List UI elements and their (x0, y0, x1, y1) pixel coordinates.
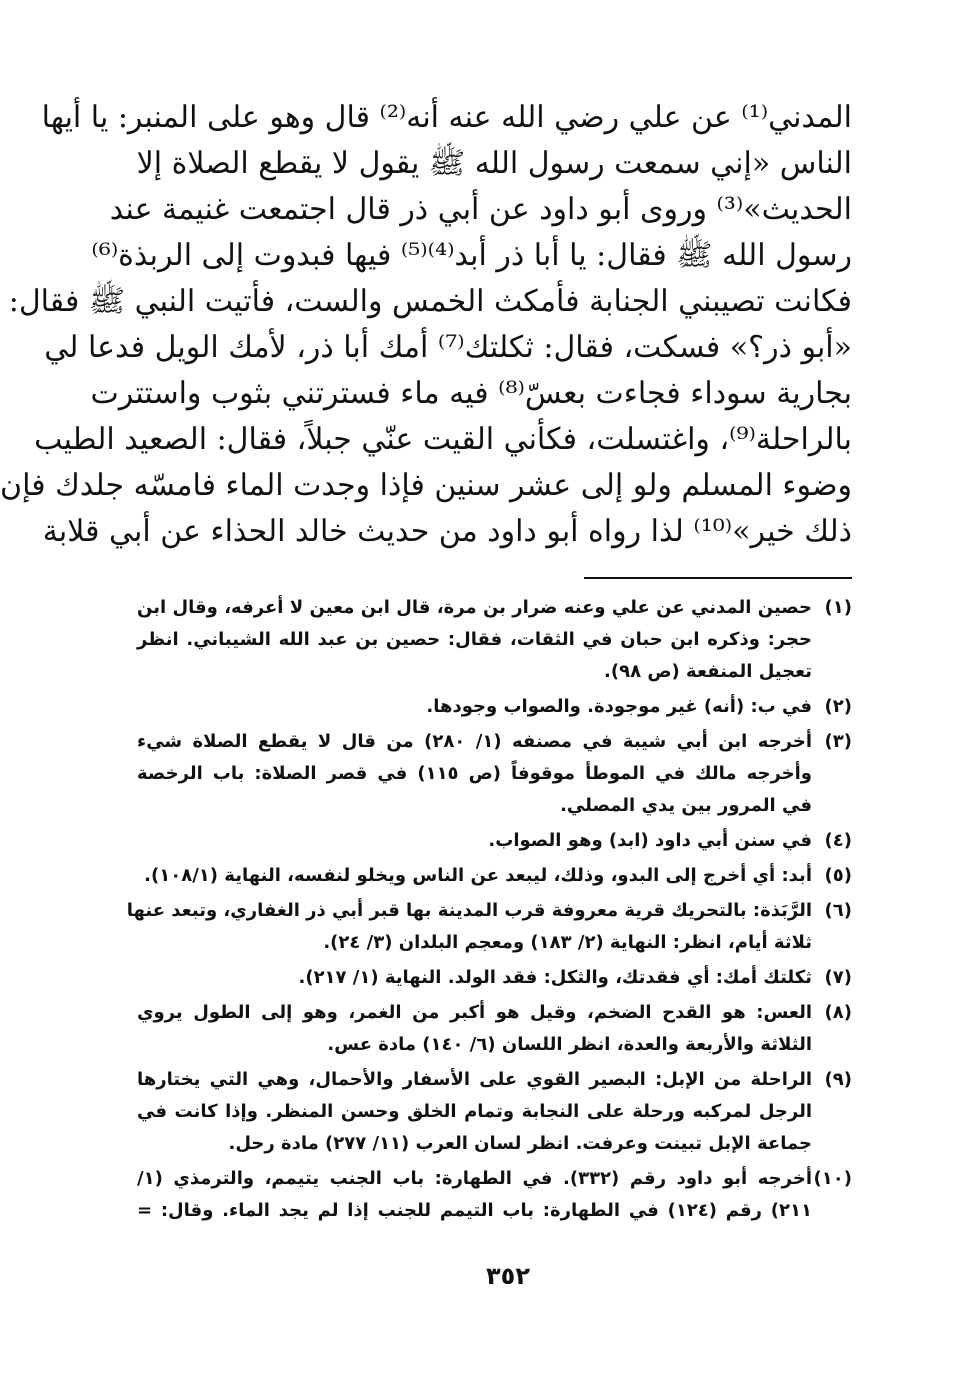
footnote-number: (٩) (824, 1069, 852, 1090)
footnote-line: ٢١١) رقم (١٢٤) في الطهارة: باب التيمم للجنب إذا لم يجد الماء. وقال: = (137, 1200, 812, 1221)
footnote-1 (137, 592, 852, 688)
footnote-4 (137, 825, 852, 857)
footnote-line: تعجيل المنفعة (ص ٩٨). (604, 661, 812, 682)
footnote-10 (137, 1163, 852, 1227)
footnote-line: الراحلة من الإبل: البصير القوي على الأسفار والأحمال، وهي التي يختارها (137, 1069, 812, 1090)
footnote-8 (137, 997, 852, 1061)
footnotes-block (126, 592, 852, 1230)
footnote-line: جماعة الإبل تبينت وعرفت. انظر لسان العرب (١١/ ٢٧٧) مادة رحل. (228, 1133, 812, 1154)
footnote-number: (٨) (824, 1002, 852, 1023)
main-text-line: بجارية سوداء فجاءت بعسّ⁽⁸⁾ فيه ماء فسترتني بثوب واستترت (90, 376, 852, 411)
main-text-line: رسول الله ﷺ فقال: يا أبا ذر أبد⁽⁴⁾⁽⁵⁾ فيها فبدوت إلى الربذة⁽⁶⁾ (91, 238, 852, 273)
footnote-5 (137, 860, 852, 892)
main-text-line: الناس «إني سمعت رسول الله ﷺ يقول لا يقطع الصلاة إلا (136, 146, 852, 181)
footnote-line: الرَّبَذة: بالتحريك قرية معروفة قرب المدينة بها قبر أبي ذر الغفاري، وتبعد عنها (126, 900, 812, 921)
main-text-line: «أبو ذر؟» فسكت، فقال: ثكلتك⁽⁷⁾ أمك أبا ذر، لأمك الويل فدعا لي (44, 330, 852, 365)
footnote-9 (137, 1064, 852, 1160)
footnote-line: في سنن أبي داود (ابد) وهو الصواب. (488, 830, 812, 851)
main-text-line: وضوء المسلم ولو إلى عشر سنين فإذا وجدت الماء فامسّه جلدك فإن (0, 468, 852, 503)
footnote-separator (584, 577, 852, 579)
footnote-line: وأخرجه مالك في الموطأ موقوفاً (ص ١١٥) في قصر الصلاة: باب الرخصة (137, 763, 812, 784)
footnote-line: أبد: أي أخرج إلى البدو، وذلك، ليبعد عن الناس ويخلو لنفسه، النهاية (١٠٨/١). (144, 865, 812, 886)
footnote-line: أخرجه أبو داود رقم (٣٣٢). في الطهارة: باب الجنب يتيمم، والترمذي (١/ (137, 1168, 812, 1189)
footnote-line: العس: هو القدح الضخم، وقيل هو أكبر من الغمر، وهو إلى الطول يروي (137, 1002, 812, 1023)
page-number: ٣٥٢ (486, 1262, 530, 1290)
footnote-line: في ب: (أنه) غير موجودة. والصواب وجودها. (426, 696, 812, 717)
footnote-number: (٦) (824, 900, 852, 921)
footnote-number: (١٠) (813, 1168, 852, 1189)
main-text-line: ذلك خير»⁽¹⁰⁾ لذا رواه أبو داود من حديث خالد الحذاء عن أبي قلابة (42, 514, 852, 549)
footnote-number: (١) (824, 597, 852, 618)
main-text-block (0, 95, 852, 555)
footnote-line: أخرجه ابن أبي شيبة في مصنفه (١/ ٢٨٠) من قال لا يقطع الصلاة شيء (137, 731, 813, 752)
main-text-line: بالراحلة⁽⁹⁾، واغتسلت، فكأني القيت عنّي جبلاً، فقال: الصعيد الطيب (34, 422, 852, 457)
footnote-line: في المرور بين يدي المصلي. (560, 795, 812, 816)
footnote-line: حصين المدني عن علي وعنه ضرار بن مرة، قال ابن معين لا أعرفه، وقال ابن (137, 597, 812, 618)
footnote-line: حجر: وذكره ابن حبان في الثقات، فقال: حصين بن عبد الله الشيباني. انظر (137, 629, 812, 650)
footnote-7 (137, 962, 852, 994)
footnote-number: (٢) (824, 696, 852, 717)
footnote-line: الثلاثة والأربعة والعدة، انظر اللسان (٦/ ١٤٠) مادة عس. (327, 1034, 812, 1055)
footnote-6 (126, 895, 852, 959)
footnote-number: (٣) (824, 731, 852, 752)
footnote-2 (137, 691, 852, 723)
footnote-3 (137, 726, 852, 822)
footnote-number: (٥) (824, 865, 852, 886)
footnote-line: الرجل لمركبه ورحلة على النجابة وتمام الخلق وحسن المنظر. وإذا كانت في (137, 1101, 812, 1122)
footnote-number: (٤) (824, 830, 852, 851)
main-text-line: الحديث»⁽³⁾ وروى أبو داود عن أبي ذر قال اجتمعت غنيمة عند (109, 192, 852, 227)
footnote-number: (٧) (824, 967, 852, 988)
main-text-line: المدني⁽¹⁾ عن علي رضي الله عنه أنه⁽²⁾ قال وهو على المنبر: يا أيها (41, 100, 852, 135)
footnote-line: ثكلتك أمك: أي فقدتك، والثكل: فقد الولد. النهاية (١/ ٢١٧). (298, 967, 812, 988)
footnote-line: ثلاثة أيام، انظر: النهاية (٢/ ١٨٣) ومعجم البلدان (٣/ ٢٤). (323, 932, 812, 953)
main-text-line: فكانت تصيبني الجنابة فأمكث الخمس والست، فأتيت النبي ﷺ فقال: (8, 284, 852, 319)
